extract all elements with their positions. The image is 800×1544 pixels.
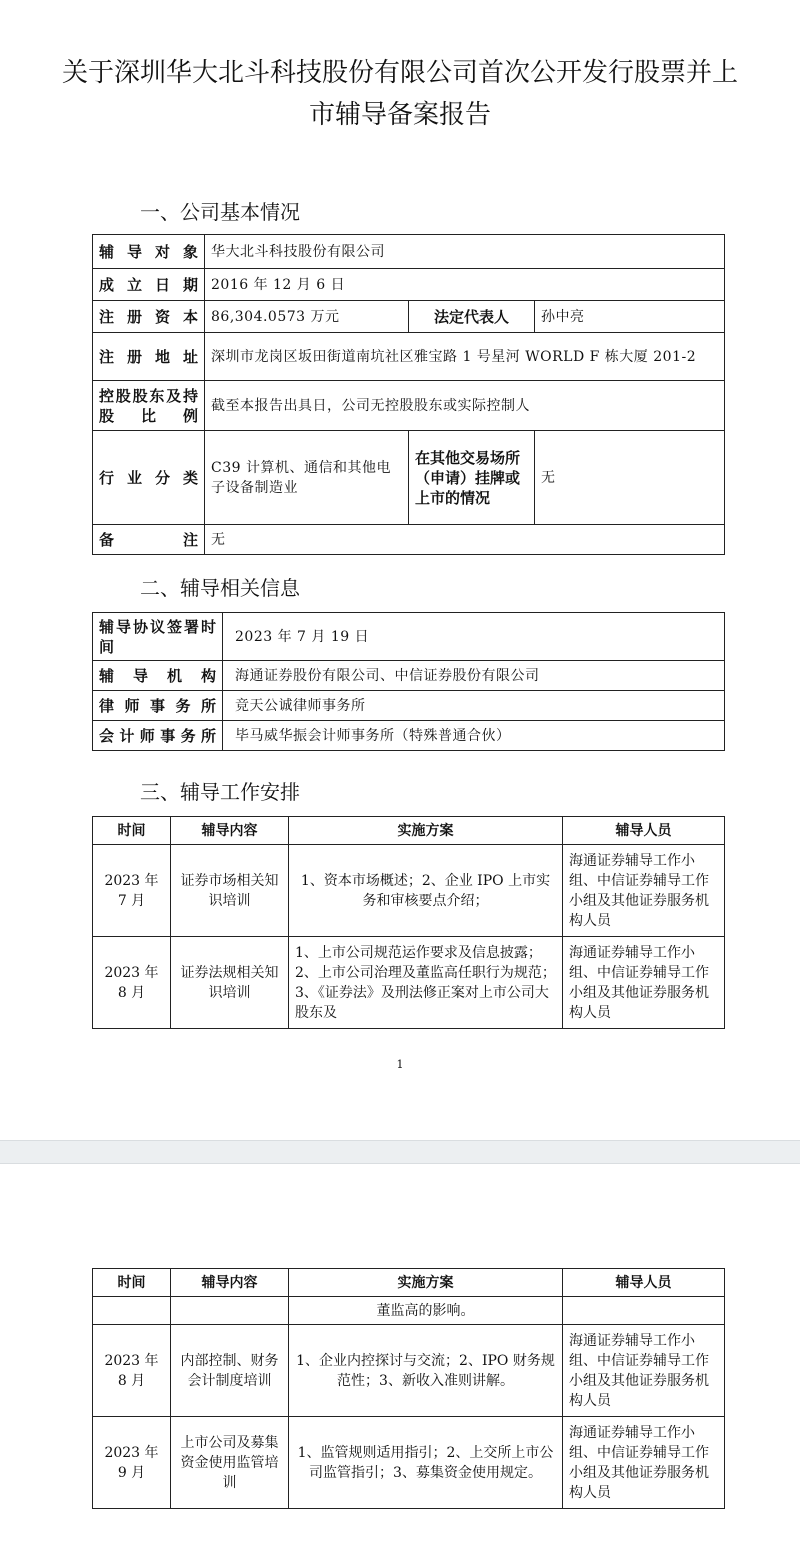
schedule-table-continued — [92, 1268, 725, 1509]
law-firm-value: 竞天公诚律师事务所 — [223, 691, 725, 721]
table-row — [93, 1325, 725, 1417]
table-row — [93, 1297, 725, 1325]
row-time — [93, 1297, 171, 1325]
target-value: 华大北斗科技股份有限公司 — [205, 235, 725, 269]
capital-label: 注册资本 — [93, 301, 205, 333]
table-row — [93, 845, 725, 937]
row-content: 上市公司及募集资金使用监管培训 — [171, 1417, 289, 1509]
header-plan: 实施方案 — [289, 817, 563, 845]
address-value: 深圳市龙岗区坂田街道南坑社区雅宝路 1 号星河 WORLD F 栋大厦 201-2 — [205, 333, 725, 381]
address-label: 注册地址 — [93, 333, 205, 381]
header-staff: 辅导人员 — [563, 1269, 725, 1297]
holder-label: 控股股东及持股比例 — [93, 381, 205, 431]
row-content: 内部控制、财务会计制度培训 — [171, 1325, 289, 1417]
row-time: 2023 年 9 月 — [93, 1417, 171, 1509]
row-plan: 1、企业内控探讨与交流；2、IPO 财务规范性；3、新收入准则讲解。 — [289, 1325, 563, 1417]
founded-label: 成立日期 — [93, 269, 205, 301]
sign-time-value: 2023 年 7 月 19 日 — [223, 613, 725, 661]
row-time: 2023 年 8 月 — [93, 1325, 171, 1417]
header-time: 时间 — [93, 817, 171, 845]
section2-heading: 二、辅导相关信息 — [140, 576, 300, 600]
header-time: 时间 — [93, 1269, 171, 1297]
founded-value: 2016 年 12 月 6 日 — [205, 269, 725, 301]
section3-heading: 三、辅导工作安排 — [140, 780, 300, 804]
row-staff: 海通证券辅导工作小组、中信证券辅导工作小组及其他证券服务机构人员 — [563, 1417, 725, 1509]
row-content — [171, 1297, 289, 1325]
row-plan: 董监高的影响。 — [289, 1297, 563, 1325]
tutoring-info-table — [92, 612, 725, 751]
row-staff: 海通证券辅导工作小组、中信证券辅导工作小组及其他证券服务机构人员 — [563, 845, 725, 937]
row-content: 证券市场相关知识培训 — [171, 845, 289, 937]
law-firm-label: 律师事务所 — [93, 691, 223, 721]
remark-value: 无 — [205, 525, 725, 555]
other-listing-label: 在其他交易场所（申请）挂牌或上市的情况 — [409, 431, 535, 525]
header-staff: 辅导人员 — [563, 817, 725, 845]
document-title: 关于深圳华大北斗科技股份有限公司首次公开发行股票并上市辅导备案报告 — [61, 58, 738, 130]
other-listing-value: 无 — [535, 431, 725, 525]
target-label: 辅导对象 — [93, 235, 205, 269]
sign-time-label: 辅导协议签署时间 — [93, 613, 223, 661]
row-staff: 海通证券辅导工作小组、中信证券辅导工作小组及其他证券服务机构人员 — [563, 1325, 725, 1417]
holder-value: 截至本报告出具日，公司无控股股东或实际控制人 — [205, 381, 725, 431]
row-plan: 1、监管规则适用指引；2、上交所上市公司监管指引；3、募集资金使用规定。 — [289, 1417, 563, 1509]
row-plan: 1、资本市场概述；2、企业 IPO 上市实务和审核要点介绍； — [289, 845, 563, 937]
row-staff — [563, 1297, 725, 1325]
industry-value: C39 计算机、通信和其他电子设备制造业 — [205, 431, 409, 525]
schedule-table — [92, 816, 725, 1029]
org-value: 海通证券股份有限公司、中信证券股份有限公司 — [223, 661, 725, 691]
row-staff: 海通证券辅导工作小组、中信证券辅导工作小组及其他证券服务机构人员 — [563, 937, 725, 1029]
document-page-2 — [0, 1164, 800, 1544]
header-plan: 实施方案 — [289, 1269, 563, 1297]
industry-label: 行业分类 — [93, 431, 205, 525]
row-plan: 1、上市公司规范运作要求及信息披露；2、上市公司治理及董监高任职行为规范；3、《证券法》及刑法修正案对上市公司大股东及 — [289, 937, 563, 1029]
accounting-firm-label: 会计师事务所 — [93, 721, 223, 751]
header-content: 辅导内容 — [171, 817, 289, 845]
row-time: 2023 年 8 月 — [93, 937, 171, 1029]
table-row — [93, 1417, 725, 1509]
accounting-firm-value: 毕马威华振会计师事务所（特殊普通合伙） — [223, 721, 725, 751]
remark-label: 备注 — [93, 525, 205, 555]
company-basic-table — [92, 234, 725, 555]
page-number: 1 — [396, 1058, 404, 1071]
legal-rep-value: 孙中亮 — [535, 301, 725, 333]
legal-rep-label: 法定代表人 — [409, 301, 535, 333]
page-divider — [0, 1140, 800, 1164]
table-row — [93, 937, 725, 1029]
row-time: 2023 年 7 月 — [93, 845, 171, 937]
row-content: 证券法规相关知识培训 — [171, 937, 289, 1029]
capital-value: 86,304.0573 万元 — [205, 301, 409, 333]
section1-heading: 一、公司基本情况 — [140, 200, 300, 224]
org-label: 辅导机构 — [93, 661, 223, 691]
header-content: 辅导内容 — [171, 1269, 289, 1297]
